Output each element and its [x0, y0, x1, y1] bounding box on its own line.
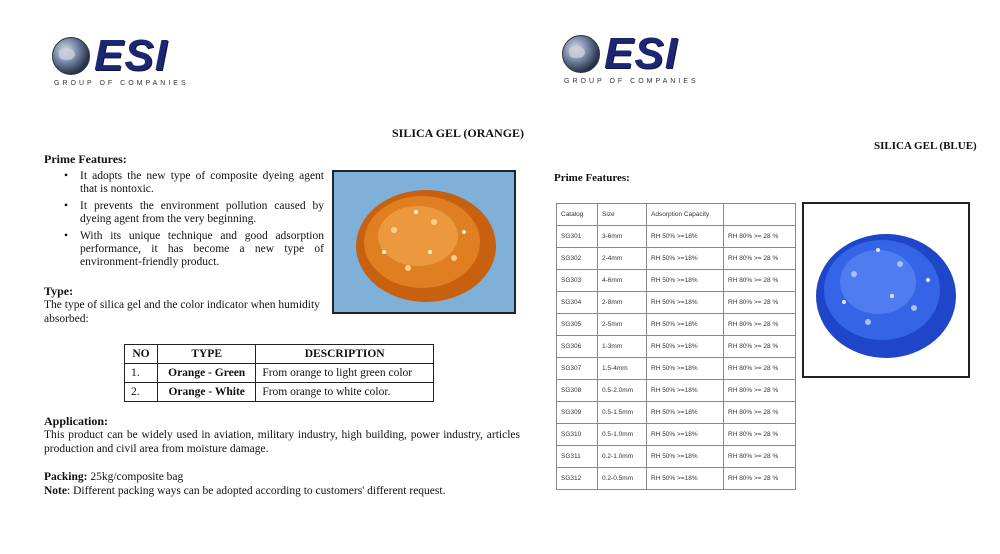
table-cell: 1.	[125, 364, 158, 383]
logo-wordmark: ESI	[604, 29, 678, 78]
table-cell: SG305	[557, 314, 598, 336]
table-row	[125, 364, 434, 383]
orange-silica-gel-sheet	[38, 22, 526, 512]
table-cell: RH 50% >=18%	[647, 248, 724, 270]
table-cell: RH 80% >= 28 %	[724, 468, 796, 490]
table-cell: RH 80% >= 28 %	[724, 380, 796, 402]
type-text: The type of silica gel and the color indicator when humidity absorbed:	[44, 299, 320, 325]
feature-list	[44, 170, 324, 273]
table-cell: RH 80% >= 28 %	[724, 248, 796, 270]
esi-logo	[562, 29, 699, 85]
table-cell: 0.2-1.0mm	[598, 446, 647, 468]
table-cell: From orange to white color.	[256, 383, 434, 402]
table-cell: From orange to light green color	[256, 364, 434, 383]
table-row	[557, 226, 796, 248]
logo-subtitle: GROUP OF COMPANIES	[564, 78, 699, 85]
table-header: NO	[125, 345, 158, 364]
table-cell: RH 50% >=18%	[647, 424, 724, 446]
blue-silica-gel-photo	[802, 202, 970, 378]
page-title: SILICA GEL (BLUE)	[874, 140, 977, 152]
table-cell: RH 50% >=18%	[647, 446, 724, 468]
table-cell: 2-4mm	[598, 248, 647, 270]
table-cell: RH 80% >= 28 %	[724, 358, 796, 380]
table-header: Adsorption Capacity	[647, 204, 724, 226]
table-cell: RH 50% >=18%	[647, 468, 724, 490]
esi-logo	[52, 31, 189, 87]
table-cell: RH 80% >= 28 %	[724, 446, 796, 468]
table-row	[557, 358, 796, 380]
note-line	[44, 484, 520, 498]
note-text: : Different packing ways can be adopted according to customers' different request.	[67, 485, 446, 497]
table-cell: 1.5-4mm	[598, 358, 647, 380]
table-cell: 2-5mm	[598, 314, 647, 336]
table-row	[125, 383, 434, 402]
globe-icon	[562, 35, 600, 73]
table-cell: SG311	[557, 446, 598, 468]
table-cell: SG310	[557, 424, 598, 446]
table-cell: RH 50% >=18%	[647, 226, 724, 248]
table-header: DESCRIPTION	[256, 345, 434, 364]
application-heading: Application:	[44, 414, 109, 428]
table-cell: SG308	[557, 380, 598, 402]
table-cell: RH 50% >=18%	[647, 380, 724, 402]
table-row	[557, 248, 796, 270]
catalog-table	[556, 203, 796, 490]
table-row	[557, 292, 796, 314]
packing-line	[44, 470, 520, 484]
type-table	[124, 344, 434, 402]
prime-features-heading: Prime Features:	[554, 172, 630, 184]
table-cell: 3-6mm	[598, 226, 647, 248]
table-cell: RH 80% >= 28 %	[724, 314, 796, 336]
table-row	[557, 424, 796, 446]
table-cell: RH 80% >= 28 %	[724, 336, 796, 358]
table-cell: SG304	[557, 292, 598, 314]
table-row	[557, 336, 796, 358]
table-cell: RH 50% >=18%	[647, 402, 724, 424]
table-cell: SG307	[557, 358, 598, 380]
orange-silica-gel-photo	[332, 170, 516, 314]
table-cell: 0.5-2.0mm	[598, 380, 647, 402]
table-header: TYPE	[158, 345, 256, 364]
table-cell: SG303	[557, 270, 598, 292]
table-cell: RH 80% >= 28 %	[724, 424, 796, 446]
table-cell: RH 80% >= 28 %	[724, 292, 796, 314]
table-row	[557, 314, 796, 336]
table-row	[557, 446, 796, 468]
table-cell: Orange - White	[158, 383, 256, 402]
table-cell: 4-6mm	[598, 270, 647, 292]
table-cell: RH 50% >=18%	[647, 336, 724, 358]
packing-value: 25kg/composite bag	[90, 471, 184, 483]
table-cell: RH 80% >= 28 %	[724, 270, 796, 292]
table-header: Size	[598, 204, 647, 226]
table-cell: 2.	[125, 383, 158, 402]
table-row	[557, 402, 796, 424]
table-cell: SG312	[557, 468, 598, 490]
logo-wordmark: ESI	[94, 31, 168, 80]
type-heading: Type:	[44, 284, 74, 298]
table-cell: Orange - Green	[158, 364, 256, 383]
table-cell: RH 80% >= 28 %	[724, 226, 796, 248]
table-cell: SG309	[557, 402, 598, 424]
table-row	[557, 270, 796, 292]
page-title: SILICA GEL (ORANGE)	[392, 126, 525, 140]
list-item: • It prevents the environment pollution caused by dyeing agent from the very beginning.	[44, 200, 324, 226]
table-cell: 2-8mm	[598, 292, 647, 314]
table-cell: RH 80% >= 28 %	[724, 402, 796, 424]
table-header: Catalog	[557, 204, 598, 226]
table-cell: SG301	[557, 226, 598, 248]
table-row	[557, 380, 796, 402]
table-cell: 1-3mm	[598, 336, 647, 358]
list-item: • It adopts the new type of composite dyeing agent that is nontoxic.	[44, 170, 324, 196]
table-cell: RH 50% >=18%	[647, 292, 724, 314]
table-cell: RH 50% >=18%	[647, 358, 724, 380]
table-cell: 0.2-0.5mm	[598, 468, 647, 490]
table-cell: SG302	[557, 248, 598, 270]
table-row	[557, 468, 796, 490]
globe-icon	[52, 37, 90, 75]
table-cell: SG306	[557, 336, 598, 358]
table-cell: RH 50% >=18%	[647, 314, 724, 336]
note-label: Note	[44, 485, 67, 497]
table-cell: RH 50% >=18%	[647, 270, 724, 292]
logo-subtitle: GROUP OF COMPANIES	[54, 80, 189, 87]
table-header	[724, 204, 796, 226]
table-cell: 0.5-1.5mm	[598, 402, 647, 424]
prime-features-heading: Prime Features:	[44, 152, 127, 166]
list-item: • With its unique technique and good adsorption performance, it has become a new type of environment-friendly product.	[44, 230, 324, 269]
application-text: This product can be widely used in aviation, military industry, high building, power industry, articles production and civil area from moisture damage.	[44, 429, 520, 455]
blue-silica-gel-sheet	[548, 22, 982, 492]
packing-label: Packing:	[44, 471, 88, 483]
table-cell: 0.5-1.0mm	[598, 424, 647, 446]
